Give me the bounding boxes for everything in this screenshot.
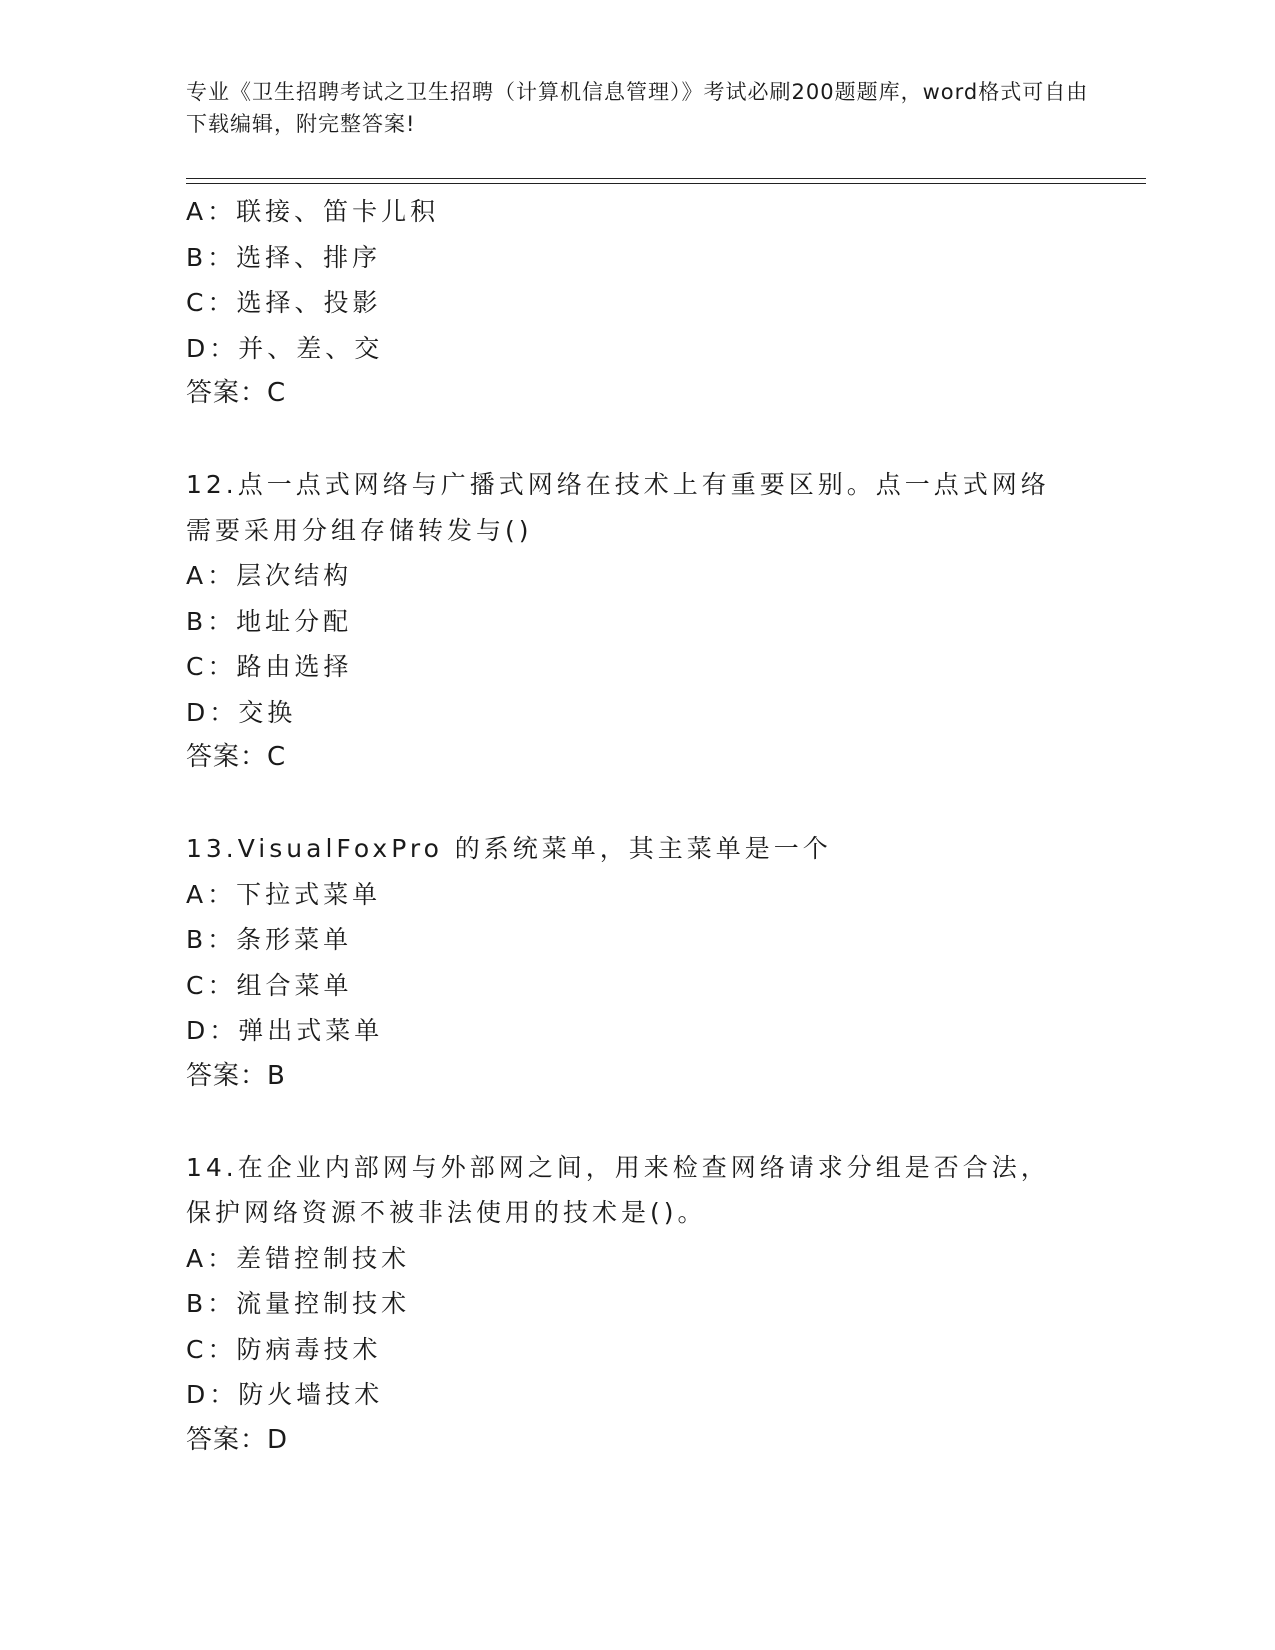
- question-stem: 12.点一点式网络与广播式网络在技术上有重要区别。点一点式网络需要采用分组存储转发与(): [186, 470, 1050, 545]
- option-c: C：组合菜单: [186, 970, 353, 1000]
- option-b: B：条形菜单: [186, 925, 353, 954]
- option-a: A：联接、笛卡儿积: [186, 197, 440, 226]
- option-d: D：弹出式菜单: [186, 1016, 384, 1045]
- option-c: C：选择、投影: [186, 288, 382, 317]
- spacer: [186, 781, 1086, 827]
- question-list: [186, 189, 1086, 1463]
- question-block-13: [186, 826, 1086, 1099]
- document-header-note: 专业《卫生招聘考试之卫生招聘（计算机信息管理）》考试必刷200题题库，word格式可自由下载编辑，附完整答案!: [186, 80, 1089, 136]
- option-d: D：并、差、交: [186, 333, 384, 363]
- answer-line: 答案：C: [186, 742, 287, 772]
- question-stem: 14.在企业内部网与外部网之间，用来检查网络请求分组是否合法，保护网络资源不被非法使用的技术是()。: [186, 1152, 1050, 1227]
- option-a: A：层次结构: [186, 561, 353, 590]
- question-block-14: [186, 1145, 1086, 1464]
- option-c: C：防病毒技术: [186, 1334, 382, 1364]
- header-divider-bottom: [186, 183, 1146, 184]
- option-d: D：防火墙技术: [186, 1380, 384, 1409]
- option-a: A：差错控制技术: [186, 1243, 411, 1273]
- spacer: [186, 1099, 1086, 1145]
- answer-line: 答案：C: [186, 378, 287, 408]
- option-b: B：流量控制技术: [186, 1289, 411, 1318]
- question-stem: 13.VisualFoxPro 的系统菜单，其主菜单是一个: [186, 834, 832, 863]
- option-a: A：下拉式菜单: [186, 879, 382, 909]
- header-divider-top: [186, 178, 1146, 179]
- answer-line: 答案：B: [186, 1060, 286, 1091]
- option-b: B：选择、排序: [186, 242, 382, 272]
- question-block-11: [186, 189, 1086, 417]
- question-block-12: [186, 462, 1086, 781]
- option-d: D：交换: [186, 697, 297, 727]
- spacer: [186, 417, 1086, 463]
- option-c: C：路由选择: [186, 652, 353, 681]
- option-b: B：地址分配: [186, 606, 353, 636]
- answer-line: 答案：D: [186, 1424, 289, 1455]
